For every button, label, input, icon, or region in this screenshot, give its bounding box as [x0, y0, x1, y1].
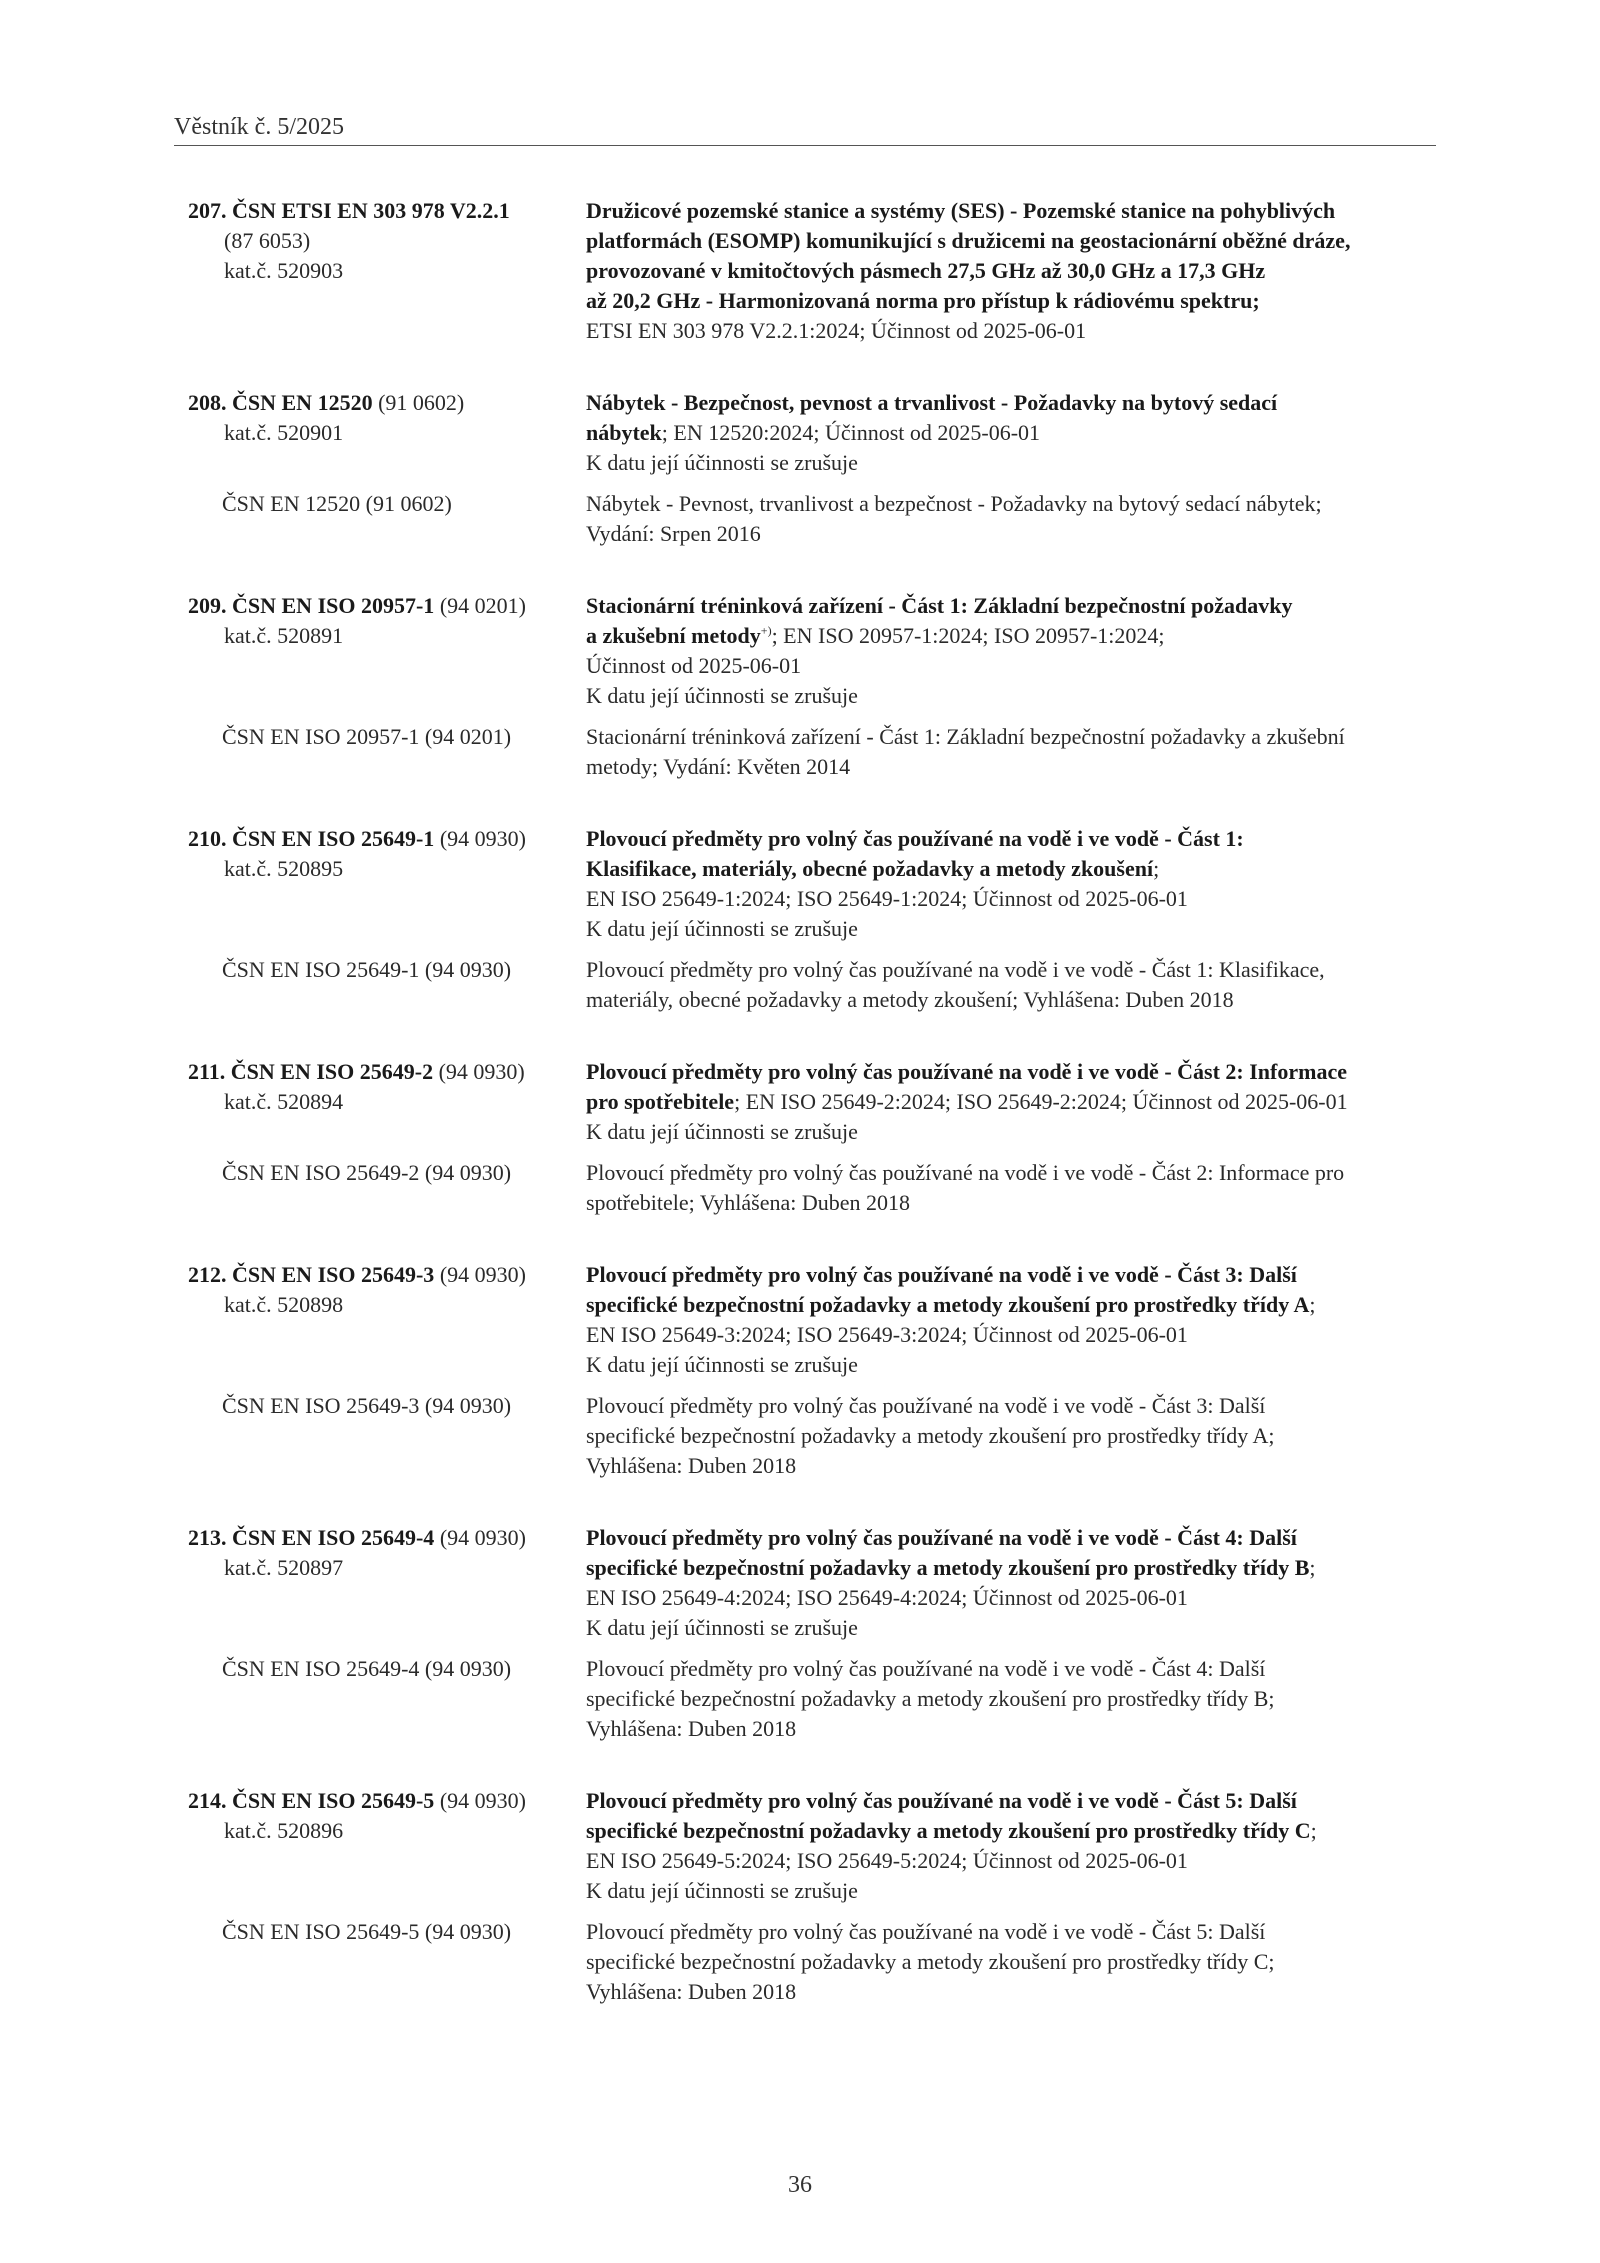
replaced-standard-row [188, 1654, 1436, 1744]
catalogue-number: kat.č. 520891 [224, 623, 344, 648]
title-line [586, 1816, 1436, 1846]
standard-title: Plovoucí předměty pro volný čas používané na vodě i ve vodě - Část 3: Další [586, 1262, 1297, 1287]
standard-title: specifické bezpečnostní požadavky a metody zkoušení pro prostředky třídy C [586, 1818, 1311, 1843]
replaced-line: metody; Vydání: Květen 2014 [586, 754, 851, 779]
title-line [586, 256, 1436, 286]
standard-title: platformách (ESOMP) komunikující s družicemi na geostacionární oběžné dráze, [586, 228, 1351, 253]
entry-main-row [188, 196, 1436, 346]
standard-code-line [188, 591, 586, 621]
replaced-line: Stacionární tréninková zařízení - Část 1: Základní bezpečnostní požadavky a zkušební [586, 724, 1345, 749]
standard-entry [188, 1057, 1436, 1218]
entry-description [586, 824, 1436, 944]
replaced-code: ČSN EN ISO 25649-2 (94 0930) [222, 1160, 512, 1185]
standard-code-line [188, 824, 586, 854]
standard-title: a zkušební metody [586, 623, 761, 648]
standard-title: až 20,2 GHz - Harmonizovaná norma pro přístup k rádiovému spektru; [586, 288, 1260, 313]
title-line [586, 388, 1436, 418]
title-line [586, 1087, 1436, 1117]
detail-line: K datu její účinnosti se zrušuje [586, 1615, 858, 1640]
replaced-identifier [188, 1158, 586, 1218]
replaced-line: Plovoucí předměty pro volný čas používané na vodě i ve vodě - Část 1: Klasifikace, [586, 957, 1325, 982]
standard-title: specifické bezpečnostní požadavky a metody zkoušení pro prostředky třídy B [586, 1555, 1310, 1580]
title-line [586, 854, 1436, 884]
replaced-line: Vyhlášena: Duben 2018 [586, 1716, 797, 1741]
replaced-line: spotřebitele; Vyhlášena: Duben 2018 [586, 1190, 911, 1215]
catalogue-number: kat.č. 520898 [224, 1292, 344, 1317]
replaced-standard-row [188, 489, 1436, 549]
entry-description [586, 1786, 1436, 1906]
standard-code: ČSN EN ISO 20957-1 [232, 593, 435, 618]
detail-line: K datu její účinnosti se zrušuje [586, 683, 858, 708]
standard-entry [188, 1523, 1436, 1744]
reference-info: ; EN 12520:2024; Účinnost od 2025-06-01 [661, 420, 1041, 445]
entry-number: 212. [188, 1262, 227, 1287]
detail-line: Účinnost od 2025-06-01 [586, 653, 802, 678]
replaced-code: ČSN EN ISO 25649-1 (94 0930) [222, 957, 512, 982]
replaced-standard-row [188, 955, 1436, 1015]
title-line [586, 1786, 1436, 1816]
catalogue-number: kat.č. 520901 [224, 420, 344, 445]
replaced-description [586, 955, 1436, 1015]
catalogue-number: kat.č. 520903 [224, 258, 344, 283]
page-number: 36 [788, 2172, 812, 2198]
detail-line: ETSI EN 303 978 V2.2.1:2024; Účinnost od 2025-06-01 [586, 318, 1087, 343]
entry-identifier [188, 1786, 586, 1906]
entry-description [586, 1260, 1436, 1380]
replaced-line: Vyhlášena: Duben 2018 [586, 1979, 797, 2004]
title-line [586, 1260, 1436, 1290]
sort-code: (94 0930) [433, 1059, 525, 1084]
sort-code: (87 6053) [224, 228, 311, 253]
standard-title: provozované v kmitočtových pásmech 27,5 GHz až 30,0 GHz a 17,3 GHz [586, 258, 1266, 283]
catalogue-number: kat.č. 520897 [224, 1555, 344, 1580]
entry-identifier [188, 1057, 586, 1147]
reference-info: ; [1310, 1818, 1317, 1843]
replaced-line: specifické bezpečnostní požadavky a metody zkoušení pro prostředky třídy C; [586, 1949, 1275, 1974]
detail-line: EN ISO 25649-4:2024; ISO 25649-4:2024; Účinnost od 2025-06-01 [586, 1585, 1188, 1610]
reference-info: ; [1309, 1555, 1316, 1580]
bulletin-title: Věstník č. 5/2025 [174, 114, 344, 140]
standard-entry [188, 1786, 1436, 2007]
standard-code: ČSN EN 12520 [232, 390, 373, 415]
replaced-code: ČSN EN ISO 25649-4 (94 0930) [222, 1656, 512, 1681]
standard-title: Plovoucí předměty pro volný čas používané na vodě i ve vodě - Část 5: Další [586, 1788, 1297, 1813]
entry-number: 210. [188, 826, 227, 851]
entry-identifier [188, 388, 586, 478]
sort-code: (91 0602) [372, 390, 465, 415]
title-line [586, 621, 1436, 651]
replaced-description [586, 722, 1436, 782]
sort-code: (94 0930) [434, 1525, 526, 1550]
entry-number: 213. [188, 1525, 227, 1550]
entry-main-row [188, 1057, 1436, 1147]
entry-number: 209. [188, 593, 227, 618]
page-header [174, 112, 1436, 146]
standard-entry [188, 196, 1436, 346]
replaced-description [586, 1654, 1436, 1744]
standard-title: Plovoucí předměty pro volný čas používané na vodě i ve vodě - Část 4: Další [586, 1525, 1297, 1550]
catalogue-number: kat.č. 520896 [224, 1818, 344, 1843]
title-line [586, 1523, 1436, 1553]
replaced-description [586, 489, 1436, 549]
reference-info: ; EN ISO 25649-2:2024; ISO 25649-2:2024; Účinnost od 2025-06-01 [734, 1089, 1348, 1114]
replaced-line: Plovoucí předměty pro volný čas používané na vodě i ve vodě - Část 3: Další [586, 1393, 1266, 1418]
entry-description [586, 1523, 1436, 1643]
replaced-code: ČSN EN ISO 20957-1 (94 0201) [222, 724, 512, 749]
replaced-description [586, 1917, 1436, 2007]
detail-line: EN ISO 25649-3:2024; ISO 25649-3:2024; Účinnost od 2025-06-01 [586, 1322, 1188, 1347]
reference-info: ; [1309, 1292, 1316, 1317]
replaced-line: Vydání: Srpen 2016 [586, 521, 761, 546]
replaced-identifier [188, 722, 586, 782]
replaced-line: specifické bezpečnostní požadavky a metody zkoušení pro prostředky třídy A; [586, 1423, 1275, 1448]
detail-line: EN ISO 25649-5:2024; ISO 25649-5:2024; Účinnost od 2025-06-01 [586, 1848, 1188, 1873]
standard-title: Stacionární tréninková zařízení - Část 1: Základní bezpečnostní požadavky [586, 593, 1293, 618]
entry-identifier [188, 196, 586, 346]
standard-code: ČSN EN ISO 25649-1 [232, 826, 435, 851]
standard-code-line [188, 1786, 586, 1816]
catalogue-number: kat.č. 520895 [224, 856, 344, 881]
entry-main-row [188, 1260, 1436, 1380]
standard-code: ČSN EN ISO 25649-4 [232, 1525, 435, 1550]
replaced-line: specifické bezpečnostní požadavky a metody zkoušení pro prostředky třídy B; [586, 1686, 1275, 1711]
standard-code-line [188, 388, 586, 418]
standard-entry [188, 591, 1436, 782]
catalogue-number: kat.č. 520894 [224, 1089, 344, 1114]
replaced-identifier [188, 1391, 586, 1481]
replaced-code: ČSN EN ISO 25649-5 (94 0930) [222, 1919, 512, 1944]
replaced-standard-row [188, 1158, 1436, 1218]
footnote-mark: +) [760, 623, 772, 638]
reference-info: ; EN ISO 20957-1:2024; ISO 20957-1:2024; [771, 623, 1165, 648]
detail-line: K datu její účinnosti se zrušuje [586, 450, 858, 475]
replaced-identifier [188, 1917, 586, 2007]
standard-code: ČSN ETSI EN 303 978 V2.2.1 [232, 198, 510, 223]
entry-number: 211. [188, 1059, 226, 1084]
entry-number: 207. [188, 198, 227, 223]
entry-description [586, 591, 1436, 711]
standard-title: Plovoucí předměty pro volný čas používané na vodě i ve vodě - Část 1: [586, 826, 1244, 851]
title-line [586, 286, 1436, 316]
entry-main-row [188, 824, 1436, 944]
title-line [586, 1057, 1436, 1087]
entry-main-row [188, 1523, 1436, 1643]
standard-entry [188, 824, 1436, 1015]
title-line [586, 196, 1436, 226]
replaced-code: ČSN EN ISO 25649-3 (94 0930) [222, 1393, 512, 1418]
standard-code-line [188, 1057, 586, 1087]
title-line [586, 824, 1436, 854]
replaced-description [586, 1158, 1436, 1218]
replaced-line: Plovoucí předměty pro volný čas používané na vodě i ve vodě - Část 4: Další [586, 1656, 1266, 1681]
standard-code-line [188, 1260, 586, 1290]
detail-line: K datu její účinnosti se zrušuje [586, 1878, 858, 1903]
entry-identifier [188, 591, 586, 711]
standard-title: Klasifikace, materiály, obecné požadavky a metody zkoušení [586, 856, 1154, 881]
standard-title: Nábytek - Bezpečnost, pevnost a trvanlivost - Požadavky na bytový sedací [586, 390, 1278, 415]
replaced-standard-row [188, 1917, 1436, 2007]
detail-line: K datu její účinnosti se zrušuje [586, 916, 858, 941]
detail-line: K datu její účinnosti se zrušuje [586, 1352, 858, 1377]
sort-code: (94 0930) [434, 1262, 526, 1287]
detail-line: K datu její účinnosti se zrušuje [586, 1119, 858, 1144]
replaced-line: Nábytek - Pevnost, trvanlivost a bezpečnost - Požadavky na bytový sedací nábytek; [586, 491, 1322, 516]
entry-identifier [188, 824, 586, 944]
standards-list [188, 196, 1436, 2049]
entry-number: 214. [188, 1788, 227, 1813]
entry-main-row [188, 388, 1436, 478]
page-footer [0, 2170, 1600, 2200]
sort-code: (94 0201) [434, 593, 526, 618]
standard-entry [188, 1260, 1436, 1481]
entry-description [586, 196, 1436, 346]
entry-main-row [188, 1786, 1436, 1906]
replaced-identifier [188, 1654, 586, 1744]
entry-identifier [188, 1260, 586, 1380]
replaced-line: materiály, obecné požadavky a metody zkoušení; Vyhlášena: Duben 2018 [586, 987, 1234, 1012]
standard-code-line [188, 1523, 586, 1553]
title-line [586, 591, 1436, 621]
standard-title: specifické bezpečnostní požadavky a metody zkoušení pro prostředky třídy A [586, 1292, 1310, 1317]
standard-code: ČSN EN ISO 25649-2 [230, 1059, 434, 1084]
entry-identifier [188, 1523, 586, 1643]
entry-description [586, 388, 1436, 478]
replaced-standard-row [188, 1391, 1436, 1481]
detail-line: EN ISO 25649-1:2024; ISO 25649-1:2024; Účinnost od 2025-06-01 [586, 886, 1188, 911]
standard-code: ČSN EN ISO 25649-3 [232, 1262, 435, 1287]
replaced-code: ČSN EN 12520 (91 0602) [222, 491, 452, 516]
standard-title: Plovoucí předměty pro volný čas používané na vodě i ve vodě - Část 2: Informace [586, 1059, 1347, 1084]
replaced-identifier [188, 955, 586, 1015]
replaced-line: Vyhlášena: Duben 2018 [586, 1453, 797, 1478]
sort-code: (94 0930) [434, 826, 526, 851]
sort-code: (94 0930) [434, 1788, 526, 1813]
title-line [586, 418, 1436, 448]
reference-info: ; [1153, 856, 1160, 881]
replaced-description [586, 1391, 1436, 1481]
entry-main-row [188, 591, 1436, 711]
standard-code: ČSN EN ISO 25649-5 [232, 1788, 435, 1813]
replaced-identifier [188, 489, 586, 549]
title-line [586, 1290, 1436, 1320]
replaced-line: Plovoucí předměty pro volný čas používané na vodě i ve vodě - Část 2: Informace pro [586, 1160, 1345, 1185]
standard-title: nábytek [586, 420, 662, 445]
title-line [586, 226, 1436, 256]
title-line [586, 1553, 1436, 1583]
standard-title: pro spotřebitele [586, 1089, 735, 1114]
entry-description [586, 1057, 1436, 1147]
standard-entry [188, 388, 1436, 549]
standard-title: Družicové pozemské stanice a systémy (SES) - Pozemské stanice na pohyblivých [586, 198, 1336, 223]
entry-number: 208. [188, 390, 227, 415]
replaced-line: Plovoucí předměty pro volný čas používané na vodě i ve vodě - Část 5: Další [586, 1919, 1266, 1944]
standard-code-line [188, 196, 586, 226]
replaced-standard-row [188, 722, 1436, 782]
